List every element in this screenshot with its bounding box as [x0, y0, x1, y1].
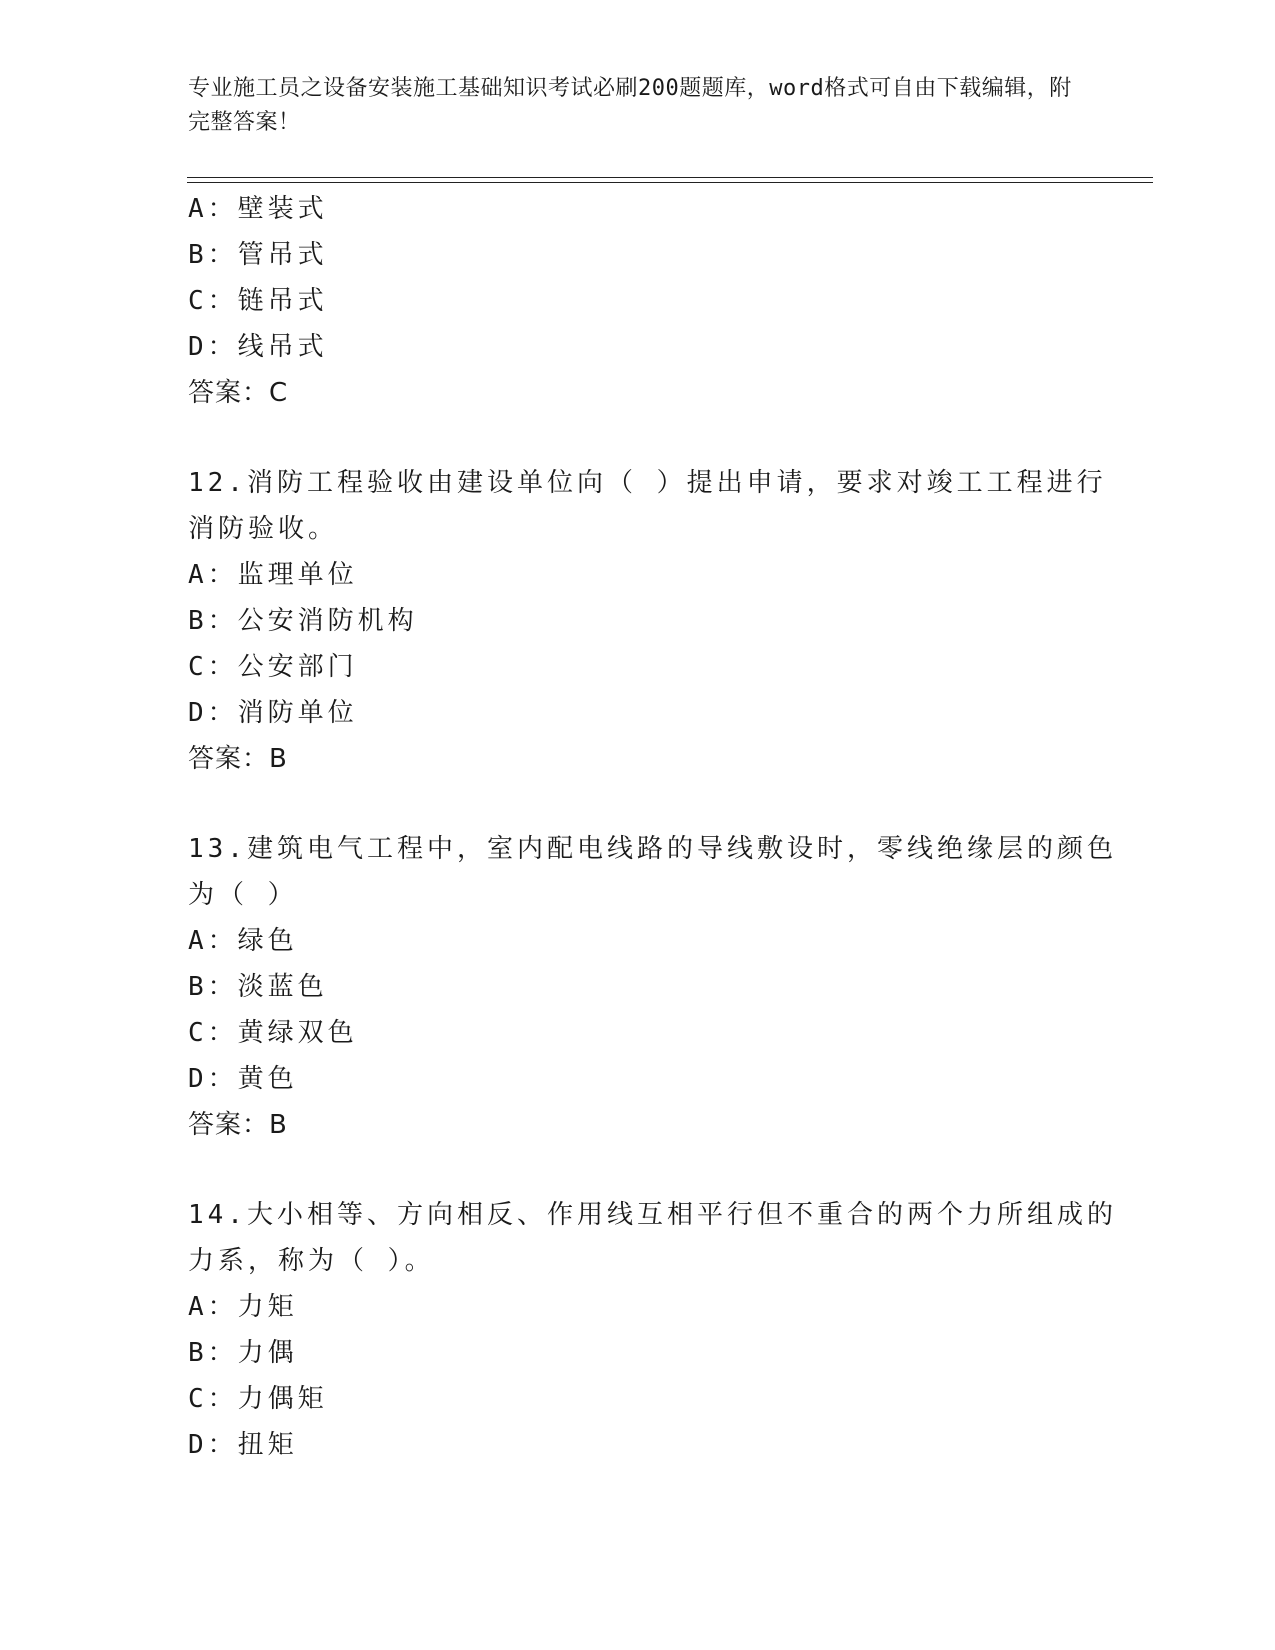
option-c: C：公安部门 [188, 652, 358, 682]
spacer [188, 1148, 1088, 1192]
question-13 [188, 826, 1117, 1148]
document-header: 专业施工员之设备安装施工基础知识考试必刷200题题库，word格式可自由下载编辑，附完整答案！ [188, 76, 1072, 135]
option-a: A：绿色 [188, 926, 298, 956]
answer: 答案：B [188, 1110, 288, 1140]
question-stem-line-1: 12.消防工程验收由建设单位向（ ）提出申请，要求对竣工工程进行 [188, 468, 1107, 498]
option-d: D：扭矩 [188, 1430, 298, 1460]
option-a: A：力矩 [188, 1292, 298, 1322]
option-b: B：公安消防机构 [188, 606, 418, 636]
option-c: C：链吊式 [188, 286, 328, 316]
question-12 [188, 460, 1107, 782]
spacer [188, 416, 1088, 460]
spacer [188, 782, 1088, 826]
header-rule-bottom [187, 182, 1153, 183]
question-list [188, 186, 1117, 1468]
question-14 [188, 1192, 1117, 1468]
option-c: C：力偶矩 [188, 1384, 328, 1414]
question-11 [188, 186, 1088, 416]
option-d: D：消防单位 [188, 698, 358, 728]
option-d: D：线吊式 [188, 332, 328, 362]
option-a: A：壁装式 [188, 194, 328, 224]
question-stem-line-2: 力系，称为（ ）。 [188, 1246, 435, 1276]
option-b: B：力偶 [188, 1338, 298, 1368]
option-d: D：黄色 [188, 1064, 298, 1094]
option-c: C：黄绿双色 [188, 1018, 358, 1048]
question-stem-line-1: 13.建筑电气工程中，室内配电线路的导线敷设时，零线绝缘层的颜色 [188, 834, 1117, 864]
question-stem-line-2: 为（ ） [188, 880, 298, 910]
option-b: B：管吊式 [188, 240, 328, 270]
option-b: B：淡蓝色 [188, 972, 328, 1002]
question-stem-line-1: 14.大小相等、方向相反、作用线互相平行但不重合的两个力所组成的 [188, 1200, 1117, 1230]
question-stem-line-2: 消防验收。 [188, 514, 339, 544]
answer: 答案：B [188, 744, 288, 774]
answer: 答案：C [188, 378, 289, 408]
header-rule-top [187, 177, 1153, 178]
option-a: A：监理单位 [188, 560, 358, 590]
